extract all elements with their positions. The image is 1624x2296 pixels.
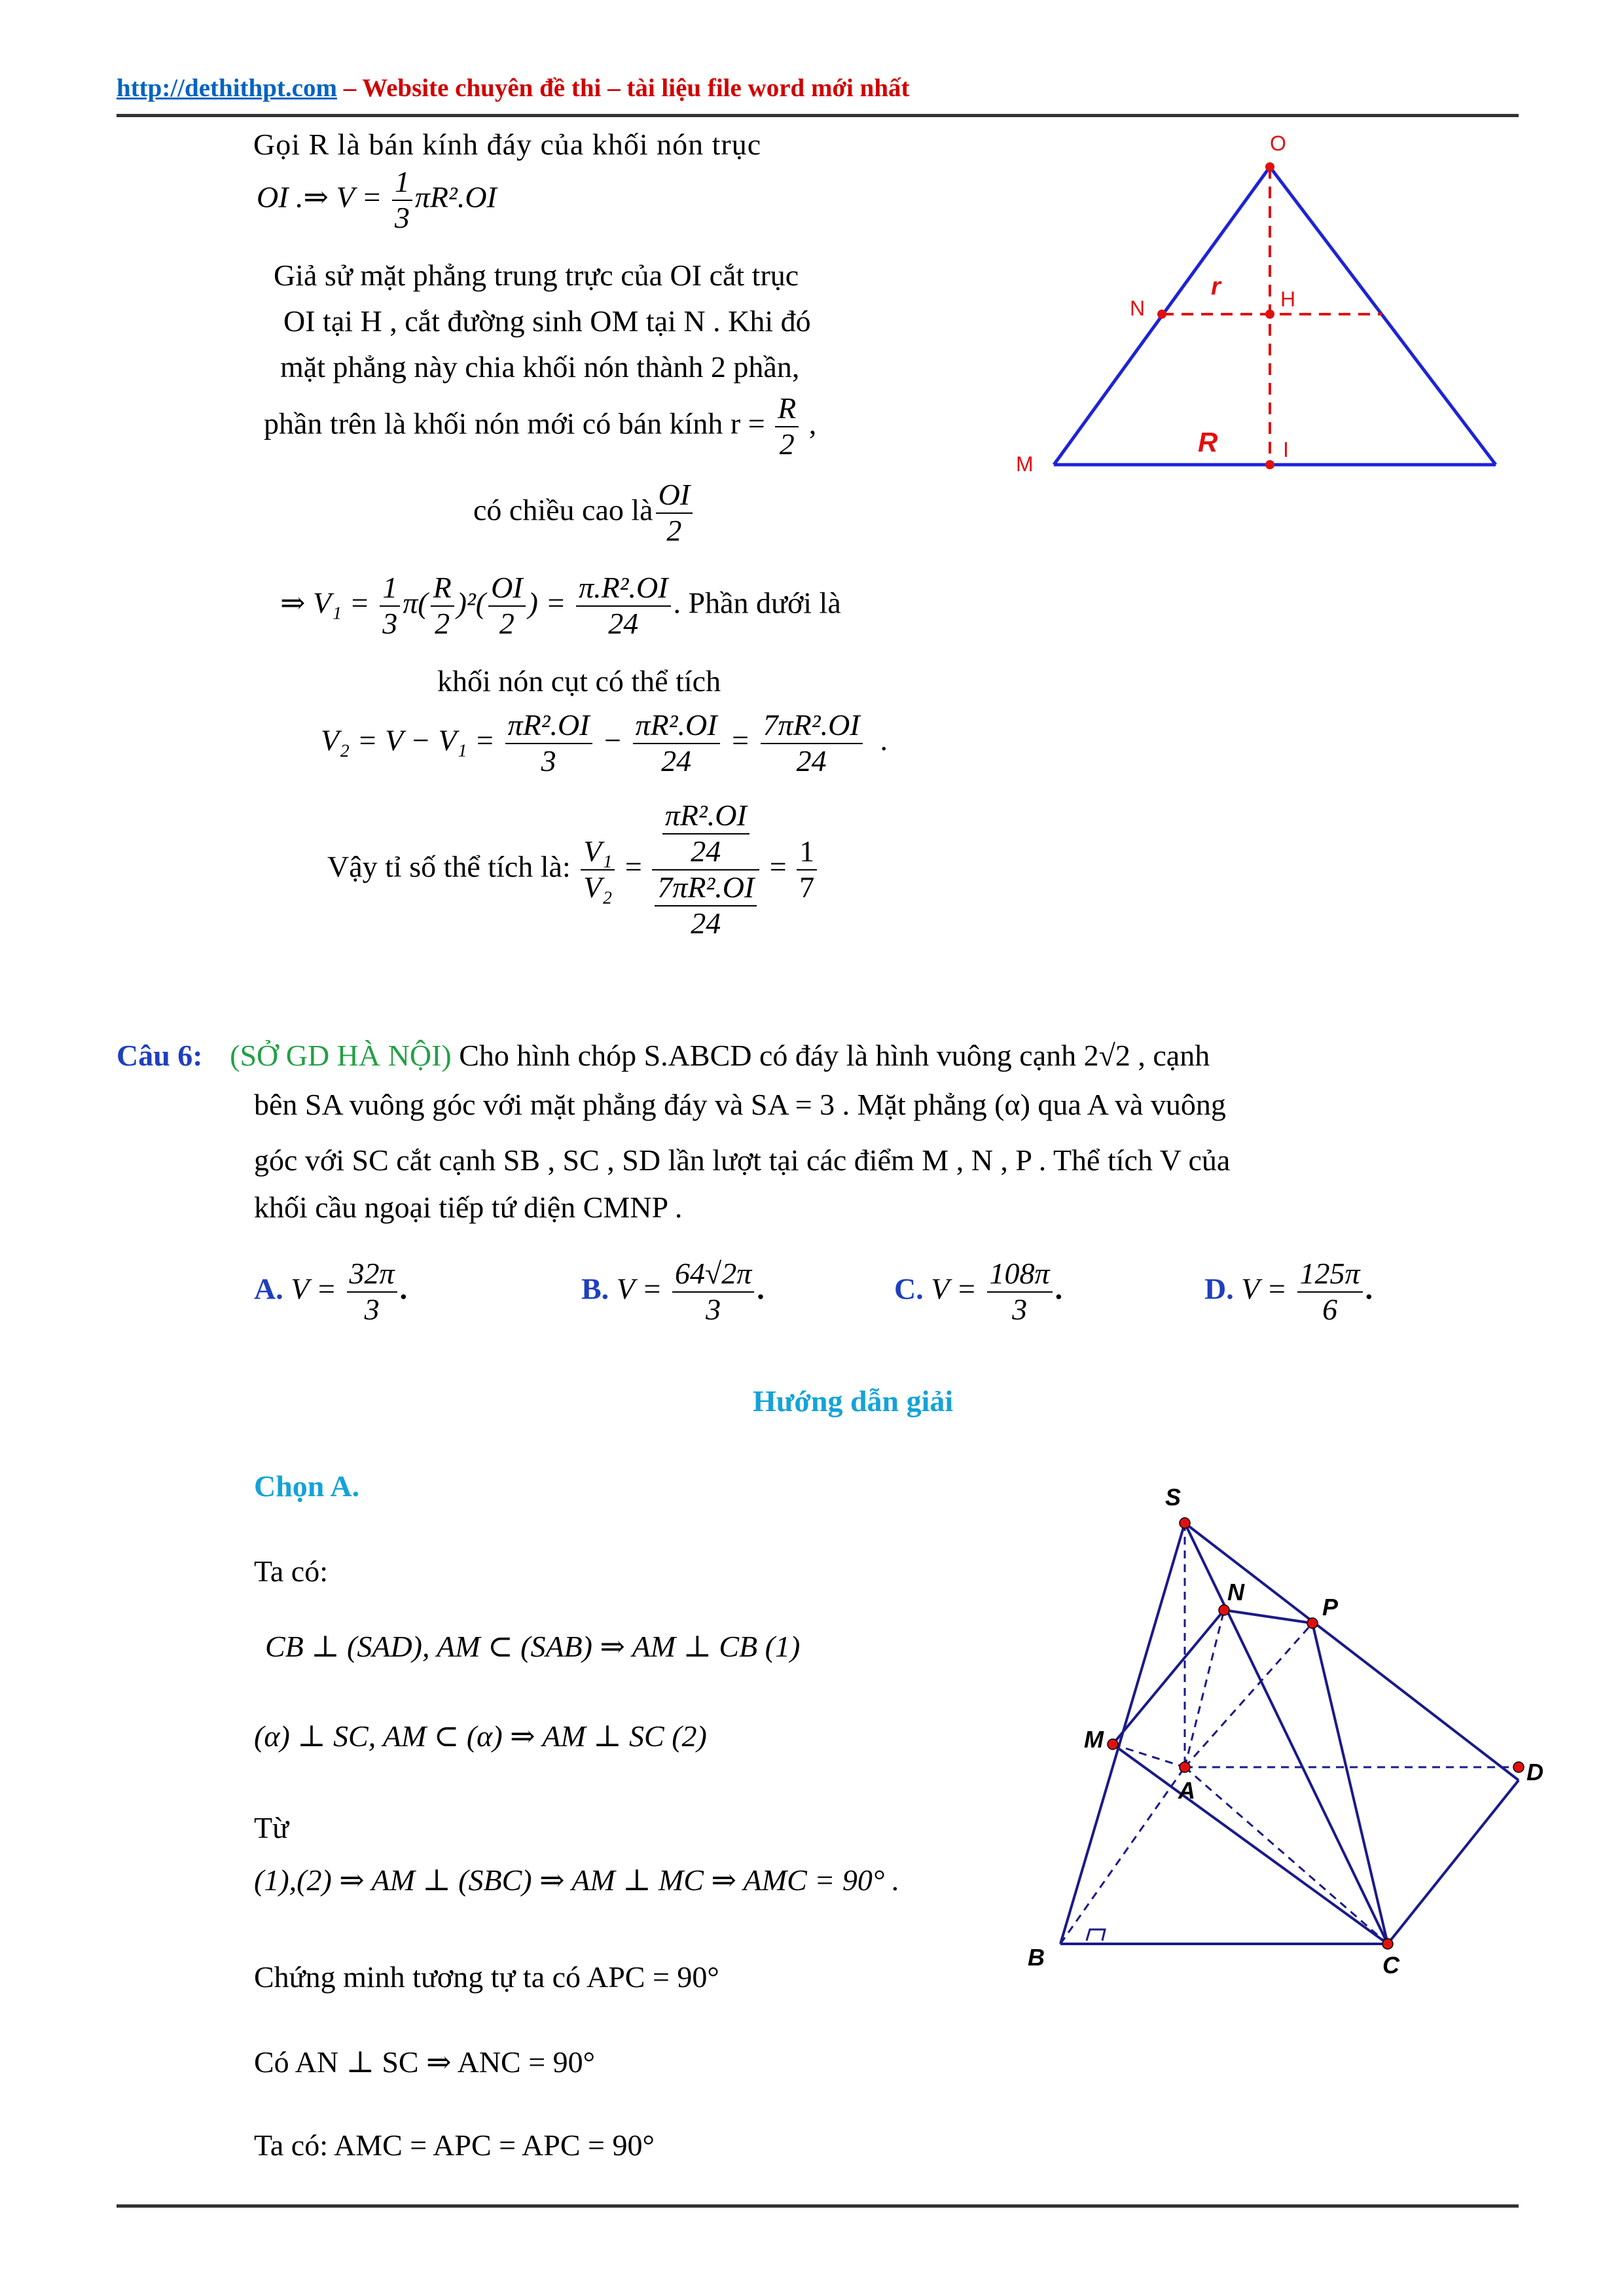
option-a-lhs: V = (291, 1272, 344, 1306)
q6-line4: khối cầu ngoại tiếp tứ diện CMNP . (254, 1191, 683, 1224)
label-S: S (1165, 1484, 1182, 1511)
option-b-num: 64√2π (672, 1257, 754, 1293)
sol5-line2-lhs: OI .⇒ V = (257, 180, 389, 214)
point-A (1180, 1762, 1190, 1772)
option-a-den: 3 (364, 1292, 380, 1326)
sol6-line8: Ta có: AMC = APC = APC = 90° (254, 2128, 655, 2162)
frac-one-third: $\frac{1}{3}$ (392, 165, 412, 236)
option-c-den: 3 (1012, 1292, 1028, 1326)
sol5-line6 (264, 391, 816, 462)
sol5-line1: Gọi R là bán kính đáy của khối nón trục (253, 128, 762, 161)
pyramid-figure (1008, 1479, 1571, 1990)
edge-O-right (1270, 167, 1496, 465)
solution-choice: Chọn A. (254, 1469, 360, 1503)
sol5-line6-text: phần trên là khối nón mới có bán kính r = (264, 406, 773, 440)
sol5-v1-lhs: ⇒ V₁ = (280, 586, 378, 620)
frac-R-over-2: $\frac{R}{2}$ (775, 391, 799, 462)
q6-line3: góc với SC cắt cạnh SB , SC , SD lần lượt tại các điểm M , N , P . Thể tích V của (254, 1143, 1231, 1177)
label-B: B (1028, 1944, 1045, 1971)
sol5-line4: OI tại H , cắt đường sinh OM tại N . Khi đó (283, 304, 811, 338)
sol5-v2-lhs: V₂ = V − V₁ = (321, 723, 503, 757)
sol5-line11: Vậy tỉ số thể tích là: $\frac{\text{V₁}}{\text{V₂}}$ = $\frac{\frac{\text{πR².OI}}{24}}{\frac{\text{7πR².OI}}{24}}$ = $\frac{1}{7}$ (327, 798, 820, 941)
option-d-den: 6 (1322, 1292, 1338, 1326)
frac-v-total: $\frac{\text{πR².OI}}{3}$ (505, 708, 592, 779)
sol6-line3: (α) ⊥ SC, AM ⊂ (α) ⇒ AM ⊥ SC (2) (254, 1719, 707, 1753)
point-N (1219, 1605, 1229, 1615)
sol5-line10: V₂ = V − V₁ = $\frac{\text{πR².OI}}{3}$ − $\frac{\text{πR².OI}}{24}$ = $\frac{\text{7πR².OI}}{24}$ . (321, 708, 889, 778)
sol5-ratio-text: Vậy tỉ số thể tích là: (327, 850, 571, 884)
frac-v1: $\frac{\text{πR².OI}}{24}$ (633, 708, 720, 779)
edge-AC (1185, 1767, 1388, 1944)
frac-one-seventh: $\frac{1}{7}$ (797, 834, 817, 905)
page-header (117, 73, 910, 103)
edge-CD (1388, 1780, 1519, 1944)
sol6-line2: CB ⊥ (SAD), AM ⊂ (SAB) ⇒ AM ⊥ CB (1) (265, 1630, 801, 1663)
option-a-key: A. (254, 1272, 283, 1306)
point-S (1180, 1518, 1190, 1528)
frac-v2: $\frac{\text{7πR².OI}}{24}$ (761, 708, 863, 779)
q6-option-d[interactable]: D. V = $\frac{125\pi}{6}$ . (1204, 1257, 1373, 1326)
option-b-lhs: V = (616, 1272, 670, 1306)
sol5-eq: = (537, 586, 574, 620)
label-H: H (1280, 287, 1296, 311)
label-N: N (1227, 1579, 1244, 1605)
point-N (1157, 310, 1166, 319)
sol5-line7-text: có chiều cao là (473, 493, 653, 527)
point-P (1307, 1618, 1318, 1628)
label-R: R (1198, 427, 1218, 457)
q6-number: Câu 6: (117, 1039, 203, 1072)
q6-source: (SỞ GD HÀ NỘI) (230, 1039, 452, 1072)
option-b-key: B. (581, 1272, 609, 1306)
q6-line2: bên SA vuông góc với mặt phẳng đáy và SA = 3 . Mặt phẳng (α) qua A và vuông (254, 1088, 1226, 1121)
label-I: I (1283, 438, 1289, 461)
q6-option-b[interactable]: B. V = $\frac{64√2\pi}{3}$ . (581, 1257, 765, 1326)
edge-MC (1113, 1744, 1388, 1944)
sol6-line4: Từ (254, 1811, 289, 1844)
header-link[interactable]: http://dethithpt.com (117, 74, 337, 102)
frac-OI-over-2: $\frac{OI}{2}$ (656, 478, 693, 548)
edge-BA (1060, 1767, 1185, 1944)
option-c-frac (987, 1257, 1053, 1327)
label-A: A (1178, 1777, 1195, 1804)
sol5-line10-dot: . (880, 723, 889, 757)
sol5-line7 (473, 478, 695, 548)
q6-text1: Cho hình chóp S.ABCD có đáy là hình vuông cạnh 2√2 , cạnh (451, 1039, 1210, 1072)
sol5-line8: ⇒ V₁ = $\frac{1}{3}$ π( $\frac{R}{2}$ )²( $\frac{OI}{2}$ ) = $\frac{\text{π.R².OI}}{24}$ . Phần dưới là (280, 571, 841, 640)
q6-option-c[interactable]: C. V = $\frac{108\pi}{3}$ . (894, 1257, 1063, 1326)
footer-rule (117, 2204, 1519, 2208)
option-a-num: 32π (347, 1257, 397, 1293)
label-N: N (1130, 296, 1146, 320)
point-D (1513, 1762, 1524, 1772)
label-D: D (1526, 1759, 1543, 1785)
point-C (1382, 1939, 1393, 1949)
option-d-lhs: V = (1241, 1272, 1295, 1306)
point-H (1265, 310, 1274, 319)
label-r: r (1211, 273, 1221, 300)
option-a-frac (347, 1257, 397, 1327)
option-d-key: D. (1204, 1272, 1234, 1306)
edge-MN (1113, 1610, 1224, 1744)
sol6-line1: Ta có: (254, 1554, 329, 1588)
point-O (1265, 162, 1274, 171)
sol5-line9: khối nón cụt có thể tích (437, 664, 721, 698)
solution-heading: Hướng dẫn giải (753, 1384, 954, 1418)
option-c-num: 108π (987, 1257, 1053, 1293)
frac-compound: $\frac{\frac{\text{πR².OI}}{24}}{\frac{\text{7πR².OI}}{24}}$ (652, 798, 759, 941)
sol6-line5: (1),(2) ⇒ AM ⊥ (SBC) ⇒ AM ⊥ MC ⇒ AMC = 90° . (254, 1863, 900, 1897)
header-tagline: – Website chuyên đề thi – tài liệu file word mới nhất (336, 74, 910, 102)
sol5-line6-comma: , (801, 406, 817, 440)
sol6-line7: Có AN ⊥ SC ⇒ ANC = 90° (254, 2045, 596, 2079)
sol5-line5: mặt phẳng này chia khối nón thành 2 phần, (280, 350, 800, 384)
q6-option-a[interactable]: A. V = $\frac{32\pi}{3}$ . (254, 1257, 408, 1326)
option-d-frac (1297, 1257, 1363, 1327)
frac-one-third-b: $\frac{1}{3}$ (380, 571, 400, 641)
option-c-key: C. (894, 1272, 924, 1306)
header-rule (117, 114, 1519, 117)
label-M: M (1016, 452, 1034, 476)
sol5-line3: Giả sử mặt phẳng trung trực của OI cắt trục (274, 259, 799, 292)
option-d-num: 125π (1297, 1257, 1363, 1293)
point-I (1265, 460, 1274, 469)
option-b-frac (672, 1257, 754, 1327)
frac-R-2: $\frac{R}{2}$ (431, 571, 454, 641)
edge-MA (1113, 1744, 1185, 1767)
frac-v1-v2: $\frac{\text{V₁}}{\text{V₂}}$ (581, 834, 615, 905)
sol5-line8-tail: . Phần dưới là (673, 586, 841, 620)
right-angle-mark (1087, 1929, 1105, 1941)
sol6-line6: Chứng minh tương tự ta có APC = 90° (254, 1960, 719, 1994)
label-M: M (1084, 1726, 1104, 1753)
option-b-den: 3 (706, 1292, 721, 1326)
edge-SD (1185, 1523, 1519, 1780)
point-M (1108, 1739, 1118, 1749)
label-C: C (1382, 1952, 1399, 1979)
option-c-lhs: V = (931, 1272, 984, 1306)
label-P: P (1322, 1594, 1339, 1621)
sol5-line2-rhs: πR².OI (414, 180, 497, 214)
sol5-line2 (257, 165, 497, 236)
frac-OI-2: $\frac{OI}{2}$ (488, 571, 526, 641)
q6-line1 (117, 1041, 1210, 1071)
label-O: O (1270, 132, 1286, 155)
cone-figure (982, 131, 1519, 497)
frac-v1-result: $\frac{\text{π.R².OI}}{24}$ (576, 571, 670, 641)
